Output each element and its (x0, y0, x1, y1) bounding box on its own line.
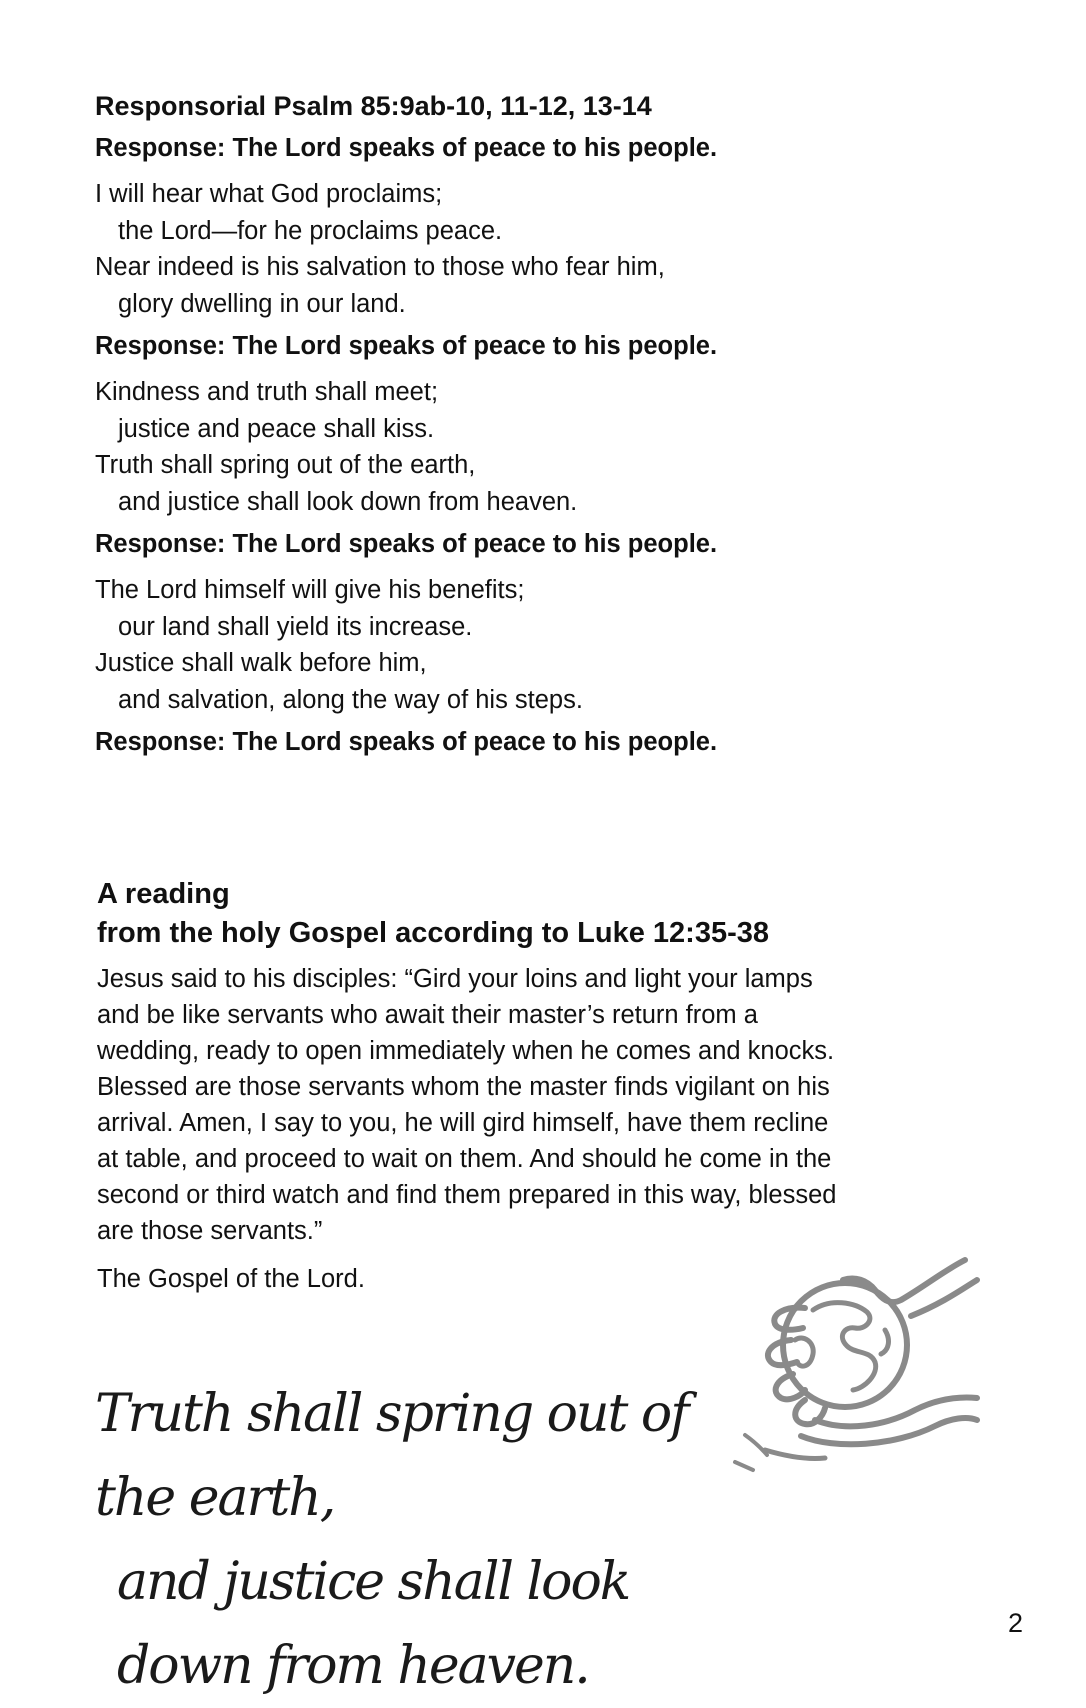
verse-line: justice and peace shall kiss. (118, 414, 435, 443)
gospel-body: Jesus said to his disciples: “Gird your loins and light your lamps and be like servants who await their master’s return from a wedding, ready to open immediately when he comes and knocks. Blessed are those servants whom the master finds vigilant on his arrival. Amen, I say to you, he will gird himself, have them recline at table, and proceed to wait on them. And should he come in the second or third watch and find them prepared in this way, blessed are those servants.” (97, 965, 837, 1245)
verse-line: and justice shall look down from heaven. (118, 487, 578, 516)
verse-line: the Lord—for he proclaims peace. (118, 216, 503, 245)
gospel-title-line2: from the holy Gospel according to Luke 12:35-38 (97, 917, 769, 949)
hands-holding-earth-icon (705, 1250, 980, 1475)
gospel-closing: The Gospel of the Lord. (97, 1265, 365, 1293)
verse-line: Kindness and truth shall meet; (95, 378, 439, 406)
verse-line: Truth shall spring out of the earth, (95, 451, 476, 479)
gospel-title-line1: A reading (97, 878, 230, 910)
page-number: 2 (1008, 1608, 1024, 1638)
gospel-section (97, 875, 977, 1297)
psalm-title: Responsorial Psalm 85:9ab-10, 11-12, 13-14 (95, 91, 652, 121)
pull-quote (95, 1372, 735, 1708)
verse-line: and salvation, along the way of his steps. (118, 685, 583, 714)
psalm-response: Response: The Lord speaks of peace to his people. (95, 728, 718, 756)
verse-line: The Lord himself will give his benefits; (95, 576, 525, 604)
psalm-stanza-1 (95, 176, 995, 322)
quote-line-2: and justice shall look down from heaven. (117, 1552, 630, 1696)
psalm-stanza-3 (95, 572, 995, 718)
verse-line: I will hear what God proclaims; (95, 180, 443, 208)
psalm-response: Response: The Lord speaks of peace to his people. (95, 134, 718, 162)
psalm-response: Response: The Lord speaks of peace to his people. (95, 332, 718, 360)
verse-line: our land shall yield its increase. (118, 612, 473, 641)
verse-line: Justice shall walk before him, (95, 649, 427, 677)
verse-line: Near indeed is his salvation to those who fear him, (95, 253, 665, 281)
psalm-response: Response: The Lord speaks of peace to his people. (95, 530, 718, 558)
psalm-stanza-2 (95, 374, 995, 520)
verse-line: glory dwelling in our land. (118, 289, 406, 318)
quote-line-1: Truth shall spring out of the earth, (95, 1384, 688, 1528)
psalm-section (95, 88, 995, 770)
